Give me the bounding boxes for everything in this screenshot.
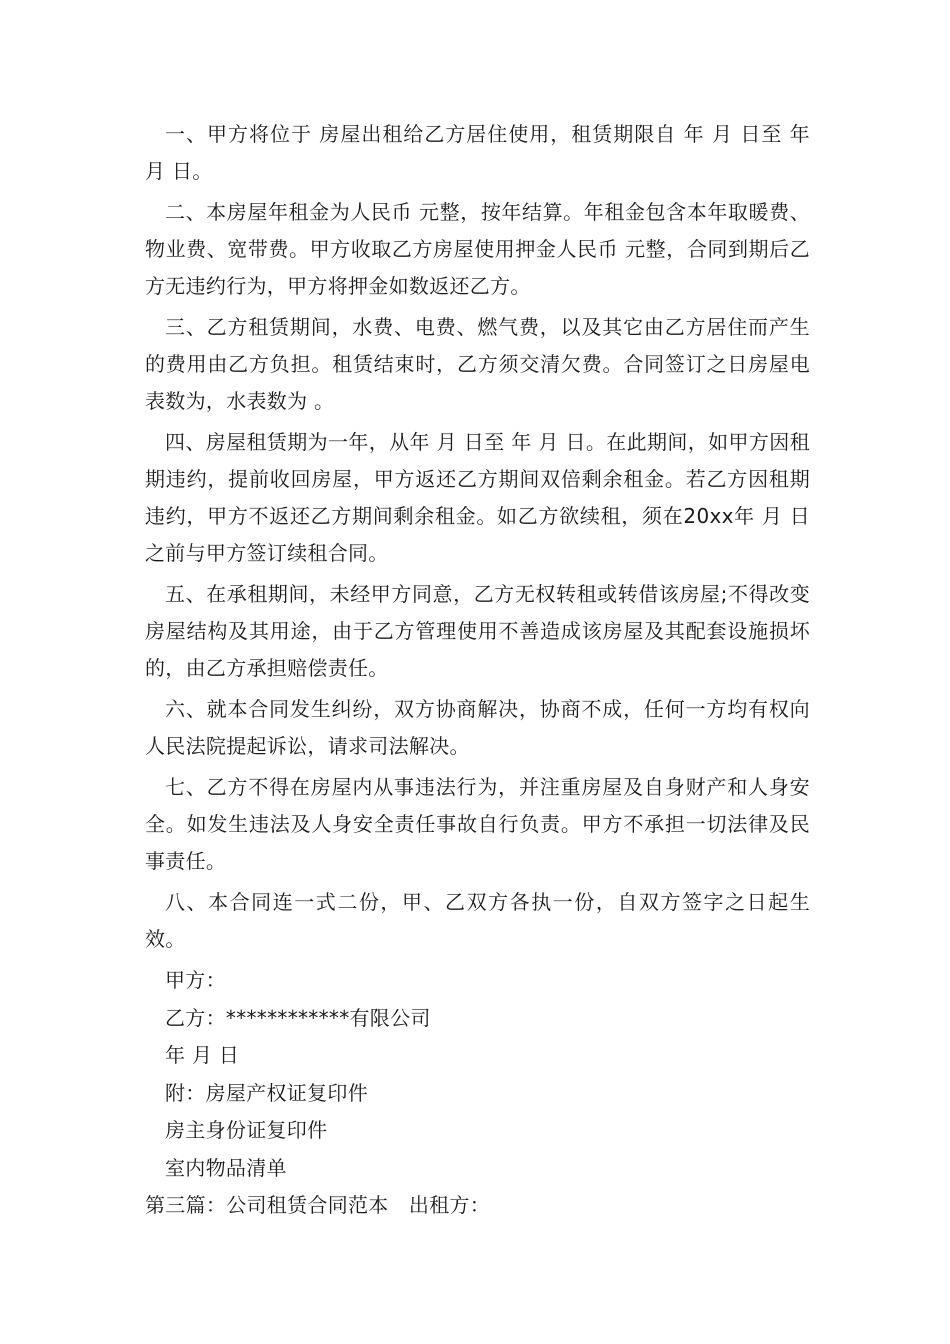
attachment-item: 室内物品清单 (165, 1155, 287, 1180)
attachment-item: 房主身份证复印件 (165, 1118, 328, 1142)
clause-5: 五、在承租期间，未经甲方同意，乙方无权转租或转借该房屋;不得改变房屋结构及其用途，由于乙方管理使用不善造成该房屋及其配套设施损坏的，由乙方承担赔偿责任。 (145, 582, 810, 680)
clause-3: 三、乙方租赁期间，水费、电费、燃气费，以及其它由乙方居住而产生的费用由乙方负担。租赁结束时，乙方须交清欠费。合同签订之日房屋电表数为，水表数为 。 (145, 315, 810, 413)
clause-8: 八、本合同连一式二份，甲、乙双方各执一份，自双方签字之日起生效。 (145, 890, 810, 951)
party-b-signature: 乙方：************有限公司 (165, 1005, 431, 1030)
next-section-heading: 第三篇：公司租赁合同范本 出租方： (145, 1193, 491, 1217)
party-a-signature: 甲方： (165, 968, 226, 992)
clause-6: 六、就本合同发生纠纷，双方协商解决，协商不成，任何一方均有权向人民法院提起诉讼，请求司法解决。 (145, 697, 810, 758)
attachment-label: 附：房屋产权证复印件 (165, 1080, 368, 1105)
contract-body (145, 116, 810, 1225)
clause-1: 一、甲方将位于 房屋出租给乙方居住使用，租赁期限自 年 月 日至 年 月 日。 (145, 122, 810, 183)
clause-4: 四、房屋租赁期为一年，从年 月 日至 年 月 日。在此期间，如甲方因租期违约，提前收回房屋，甲方返还乙方期间双倍剩余租金。若乙方因租期违约，甲方不返还乙方期间剩余租金。如乙方欲续租，须在20xx年 月 日之前与甲方签订续租合同。 (145, 430, 810, 565)
clause-7: 七、乙方不得在房屋内从事违法行为，并注重房屋及自身财产和人身安全。如发生违法及人身安全责任事故自行负责。甲方不承担一切法律及民事责任。 (145, 775, 810, 873)
signature-date: 年 月 日 (165, 1043, 240, 1067)
clause-2: 二、本房屋年租金为人民币 元整，按年结算。年租金包含本年取暖费、物业费、宽带费。甲方收取乙方房屋使用押金人民币 元整，合同到期后乙方无违约行为，甲方将押金如数返还乙方。 (145, 200, 810, 298)
